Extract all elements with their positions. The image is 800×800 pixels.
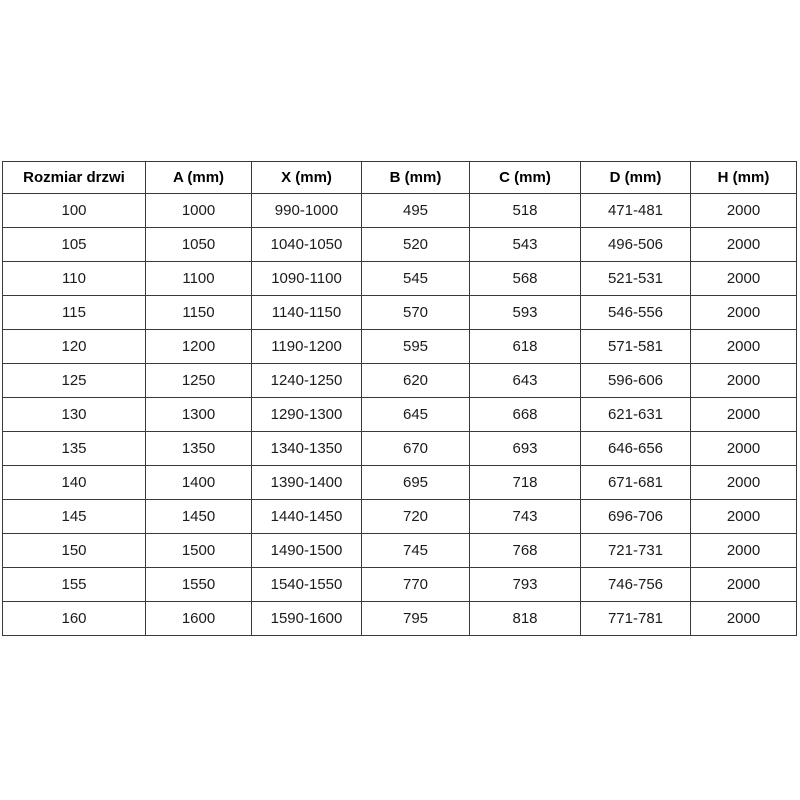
table-cell: 145 [3, 500, 146, 534]
table-cell: 745 [362, 534, 470, 568]
table-cell: 571-581 [581, 330, 691, 364]
table-cell: 1140-1150 [252, 296, 362, 330]
table-cell: 135 [3, 432, 146, 466]
table-cell: 670 [362, 432, 470, 466]
table-cell: 721-731 [581, 534, 691, 568]
table-cell: 1440-1450 [252, 500, 362, 534]
table-header [3, 162, 797, 194]
table-cell: 746-756 [581, 568, 691, 602]
table-cell: 718 [470, 466, 581, 500]
table-cell: 2000 [691, 194, 797, 228]
table-row [3, 534, 797, 568]
table-cell: 520 [362, 228, 470, 262]
table-cell: 150 [3, 534, 146, 568]
table-cell: 546-556 [581, 296, 691, 330]
table-cell: 140 [3, 466, 146, 500]
table-body [3, 194, 797, 636]
table-row [3, 330, 797, 364]
table-cell: 2000 [691, 228, 797, 262]
table-row [3, 500, 797, 534]
table-cell: 2000 [691, 466, 797, 500]
table-cell: 545 [362, 262, 470, 296]
table-cell: 1400 [146, 466, 252, 500]
table-cell: 495 [362, 194, 470, 228]
table-cell: 771-781 [581, 602, 691, 636]
table-cell: 125 [3, 364, 146, 398]
table-cell: 115 [3, 296, 146, 330]
table-cell: 100 [3, 194, 146, 228]
table-cell: 595 [362, 330, 470, 364]
table-cell: 1200 [146, 330, 252, 364]
table-cell: 671-681 [581, 466, 691, 500]
table-cell: 795 [362, 602, 470, 636]
table-cell: 990-1000 [252, 194, 362, 228]
column-header: H (mm) [691, 162, 797, 194]
table-cell: 521-531 [581, 262, 691, 296]
table-cell: 645 [362, 398, 470, 432]
table-cell: 1000 [146, 194, 252, 228]
table-cell: 2000 [691, 398, 797, 432]
table-cell: 1150 [146, 296, 252, 330]
table-cell: 1100 [146, 262, 252, 296]
table-cell: 1540-1550 [252, 568, 362, 602]
column-header: X (mm) [252, 162, 362, 194]
table-row [3, 466, 797, 500]
table-cell: 2000 [691, 602, 797, 636]
table-cell: 1600 [146, 602, 252, 636]
column-header: Rozmiar drzwi [3, 162, 146, 194]
table-cell: 471-481 [581, 194, 691, 228]
table-cell: 570 [362, 296, 470, 330]
table-cell: 2000 [691, 296, 797, 330]
table-cell: 1290-1300 [252, 398, 362, 432]
table-cell: 496-506 [581, 228, 691, 262]
table-cell: 1350 [146, 432, 252, 466]
table-cell: 2000 [691, 568, 797, 602]
table-cell: 1300 [146, 398, 252, 432]
table-cell: 621-631 [581, 398, 691, 432]
table-cell: 720 [362, 500, 470, 534]
table-cell: 1490-1500 [252, 534, 362, 568]
table-cell: 818 [470, 602, 581, 636]
table-cell: 105 [3, 228, 146, 262]
table-cell: 618 [470, 330, 581, 364]
table-cell: 1390-1400 [252, 466, 362, 500]
column-header: D (mm) [581, 162, 691, 194]
table-cell: 1550 [146, 568, 252, 602]
table-cell: 518 [470, 194, 581, 228]
table-cell: 770 [362, 568, 470, 602]
table-cell: 2000 [691, 432, 797, 466]
column-header: B (mm) [362, 162, 470, 194]
table-cell: 2000 [691, 500, 797, 534]
table-cell: 620 [362, 364, 470, 398]
table-row [3, 568, 797, 602]
table-cell: 155 [3, 568, 146, 602]
table-cell: 2000 [691, 262, 797, 296]
door-dimensions-table-container [2, 161, 796, 636]
table-cell: 1090-1100 [252, 262, 362, 296]
table-cell: 120 [3, 330, 146, 364]
table-cell: 768 [470, 534, 581, 568]
table-row [3, 364, 797, 398]
table-cell: 1500 [146, 534, 252, 568]
table-cell: 743 [470, 500, 581, 534]
table-row [3, 194, 797, 228]
table-row [3, 432, 797, 466]
table-cell: 693 [470, 432, 581, 466]
table-row [3, 262, 797, 296]
table-cell: 1450 [146, 500, 252, 534]
table-cell: 696-706 [581, 500, 691, 534]
table-cell: 1190-1200 [252, 330, 362, 364]
table-cell: 646-656 [581, 432, 691, 466]
table-cell: 668 [470, 398, 581, 432]
table-cell: 1050 [146, 228, 252, 262]
table-cell: 2000 [691, 330, 797, 364]
table-cell: 593 [470, 296, 581, 330]
table-cell: 1040-1050 [252, 228, 362, 262]
table-cell: 2000 [691, 534, 797, 568]
table-cell: 2000 [691, 364, 797, 398]
header-row [3, 162, 797, 194]
table-cell: 1250 [146, 364, 252, 398]
table-cell: 1340-1350 [252, 432, 362, 466]
table-cell: 793 [470, 568, 581, 602]
table-row [3, 602, 797, 636]
table-cell: 110 [3, 262, 146, 296]
table-cell: 1590-1600 [252, 602, 362, 636]
column-header: A (mm) [146, 162, 252, 194]
table-cell: 543 [470, 228, 581, 262]
table-cell: 160 [3, 602, 146, 636]
table-row [3, 398, 797, 432]
table-cell: 130 [3, 398, 146, 432]
table-cell: 695 [362, 466, 470, 500]
table-row [3, 228, 797, 262]
table-cell: 596-606 [581, 364, 691, 398]
table-cell: 643 [470, 364, 581, 398]
table-row [3, 296, 797, 330]
table-cell: 568 [470, 262, 581, 296]
column-header: C (mm) [470, 162, 581, 194]
table-cell: 1240-1250 [252, 364, 362, 398]
dimensions-table [2, 161, 797, 636]
